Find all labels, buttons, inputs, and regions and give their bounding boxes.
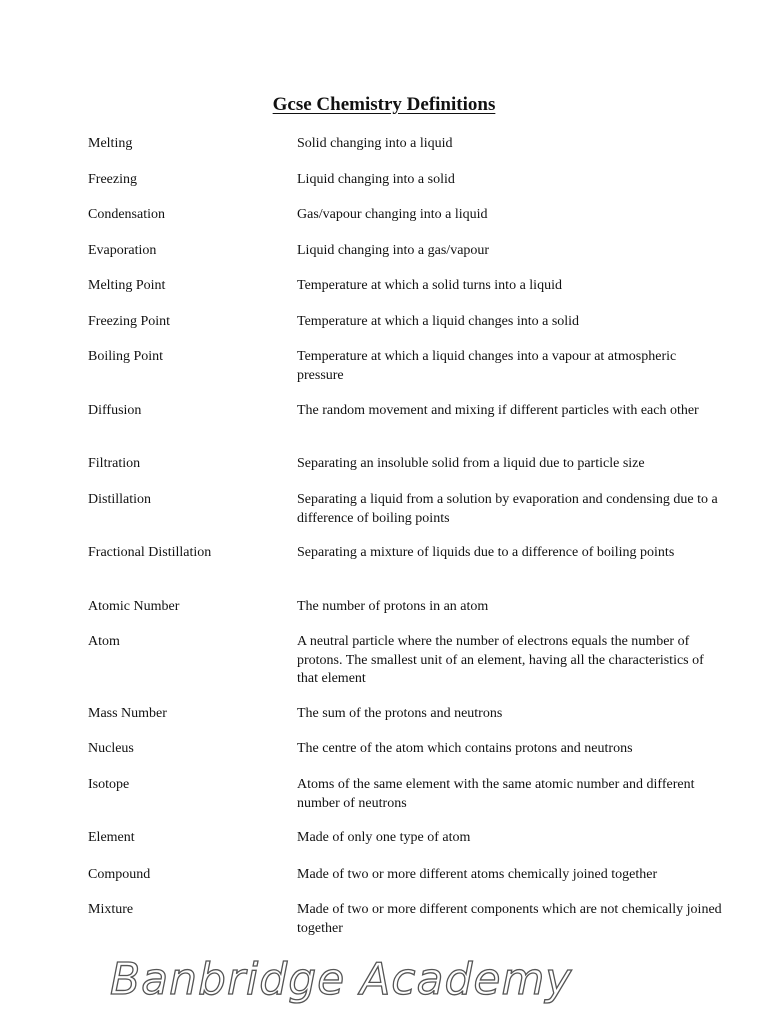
- definition-melting-point: Temperature at which a solid turns into a liquid: [297, 278, 562, 293]
- definition-condensation: Gas/vapour changing into a liquid: [297, 207, 488, 222]
- definition-freezing-point: Temperature at which a liquid changes into a solid: [297, 314, 580, 329]
- term-condensation: Condensation: [88, 207, 165, 222]
- definition-element: Made of only one type of atom: [297, 830, 471, 845]
- definition-distillation: Separating a liquid from a solution by evaporation and condensing due to a difference of boiling points: [297, 492, 718, 526]
- term-freezing: Freezing: [88, 172, 137, 187]
- definition-isotope: Atoms of the same element with the same atomic number and different number of neutrons: [297, 777, 695, 811]
- definition-evaporation: Liquid changing into a gas/vapour: [297, 243, 490, 258]
- term-diffusion: Diffusion: [88, 403, 142, 418]
- definition-compound: Made of two or more different atoms chemically joined together: [297, 867, 658, 882]
- term-melting: Melting: [88, 136, 133, 151]
- definition-mixture: Made of two or more different components which are not chemically joined together: [297, 902, 722, 936]
- term-mass-number: Mass Number: [88, 706, 167, 721]
- definition-fractional-distillation: Separating a mixture of liquids due to a difference of boiling points: [297, 545, 675, 560]
- term-atomic-number: Atomic Number: [88, 599, 180, 614]
- definition-diffusion: The random movement and mixing if different particles with each other: [297, 403, 699, 418]
- term-element: Element: [88, 830, 135, 845]
- definition-nucleus: The centre of the atom which contains protons and neutrons: [297, 741, 633, 756]
- definition-freezing: Liquid changing into a solid: [297, 172, 455, 187]
- term-atom: Atom: [88, 634, 120, 649]
- term-boiling-point: Boiling Point: [88, 349, 164, 364]
- term-nucleus: Nucleus: [88, 741, 134, 756]
- definition-mass-number: The sum of the protons and neutrons: [297, 706, 503, 721]
- term-filtration: Filtration: [88, 456, 141, 471]
- watermark-text: Banbridge Academy: [110, 954, 573, 1005]
- definition-melting: Solid changing into a liquid: [297, 136, 453, 151]
- term-freezing-point: Freezing Point: [88, 314, 171, 329]
- term-compound: Compound: [88, 867, 151, 882]
- definition-boiling-point: Temperature at which a liquid changes into a vapour at atmospheric pressure: [297, 349, 677, 383]
- term-fractional-distillation: Fractional Distillation: [88, 545, 212, 560]
- definition-atomic-number: The number of protons in an atom: [297, 599, 489, 614]
- definition-atom: A neutral particle where the number of electrons equals the number of protons. The smallest unit of an element, having all the characteristics of that element: [297, 634, 704, 686]
- term-mixture: Mixture: [88, 902, 134, 917]
- term-isotope: Isotope: [88, 777, 130, 792]
- term-distillation: Distillation: [88, 492, 151, 507]
- term-melting-point: Melting Point: [88, 278, 166, 293]
- school-watermark: [106, 944, 586, 1014]
- definition-filtration: Separating an insoluble solid from a liquid due to particle size: [297, 456, 645, 471]
- term-evaporation: Evaporation: [88, 243, 157, 258]
- page-title: Gcse Chemistry Definitions: [272, 94, 496, 115]
